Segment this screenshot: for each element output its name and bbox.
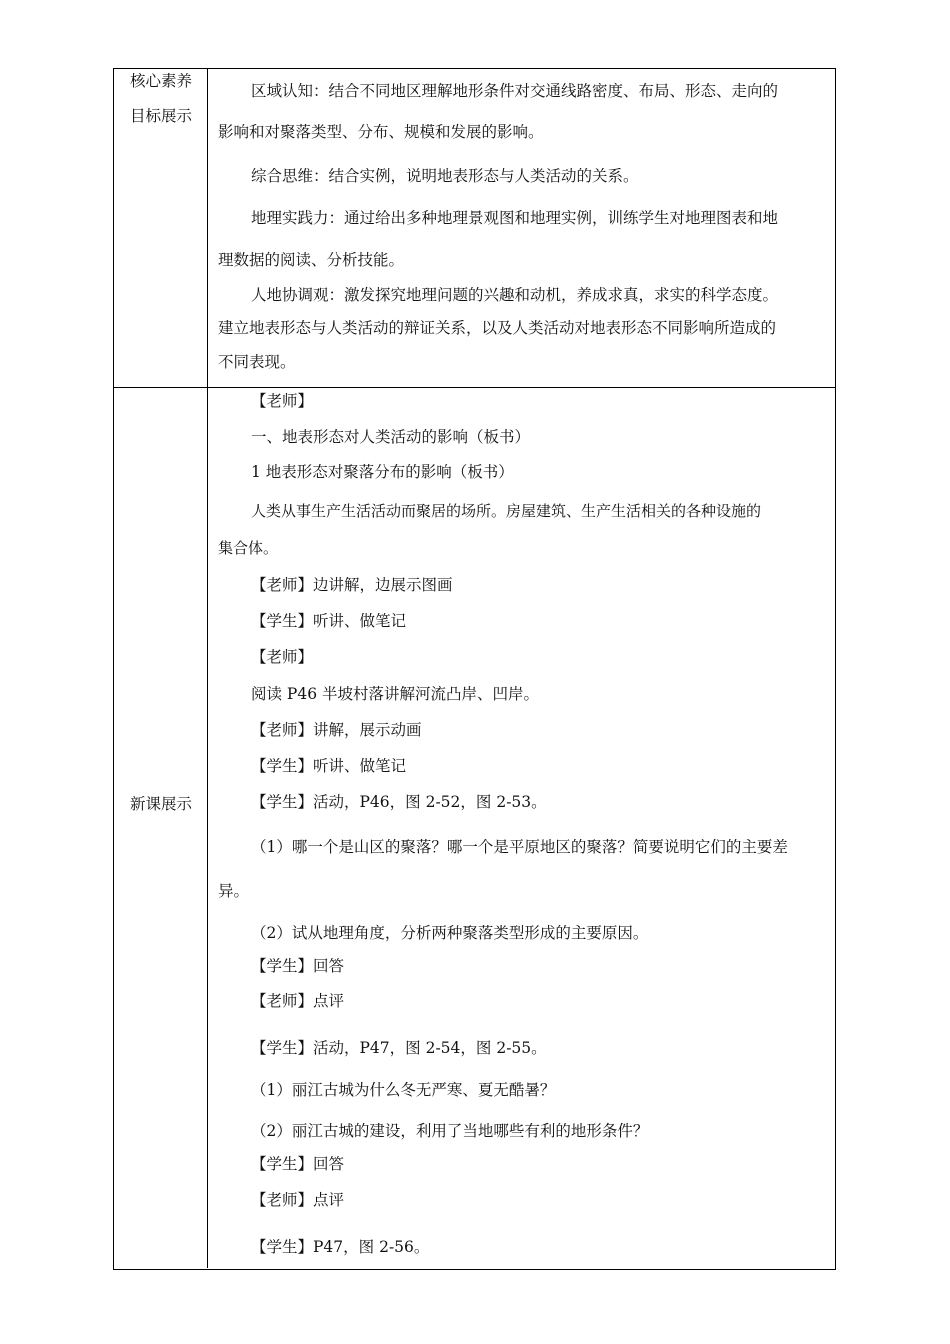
body-line: 【老师】点评: [251, 1191, 345, 1209]
body-line: 【学生】活动，P47，图 2-54，图 2-55。: [251, 1039, 547, 1057]
row-label-line-2: 目标展示: [129, 107, 192, 125]
body-line: 【学生】听讲、做笔记: [251, 757, 407, 775]
body-line: 【学生】回答: [251, 1155, 345, 1173]
body-line: （1）哪一个是山区的聚落？哪一个是平原地区的聚落？简要说明它们的主要差: [251, 838, 788, 856]
body-line: 异。: [218, 882, 250, 900]
body-line: 理数据的阅读、分析技能。: [218, 251, 405, 269]
body-line: 综合思维：结合实例，说明地表形态与人类活动的关系。: [251, 167, 639, 185]
row-label-line-1: 核心素养: [129, 72, 192, 90]
body-line: 建立地表形态与人类活动的辩证关系，以及人类活动对地表形态不同影响所造成的: [218, 319, 777, 337]
body-line: 区域认知：结合不同地区理解地形条件对交通线路密度、布局、形态、走向的: [251, 82, 779, 100]
body-line: 【老师】: [251, 648, 314, 666]
body-line: 影响和对聚落类型、分布、规模和发展的影响。: [218, 123, 544, 141]
body-line: 集合体。: [218, 539, 279, 557]
body-line: 人类从事生产生活活动而聚居的场所。房屋建筑、生产生活相关的各种设施的: [251, 502, 762, 520]
row-label-cell: [114, 388, 208, 1268]
body-line: 一、地表形态对人类活动的影响（板书）: [251, 428, 531, 446]
body-line: 人地协调观：激发探究地理问题的兴趣和动机，养成求真，求实的科学态度。: [251, 286, 779, 304]
body-line: 【学生】P47，图 2-56。: [251, 1238, 430, 1256]
body-line: （2）试从地理角度，分析两种聚落类型形成的主要原因。: [251, 924, 649, 942]
body-line: 地理实践力：通过给出多种地理景观图和地理实例，训练学生对地理图表和地: [251, 209, 779, 227]
lesson-plan-table: [113, 68, 836, 1270]
body-line: 【老师】讲解，展示动画: [251, 721, 422, 739]
core-literacy-row: [114, 69, 835, 388]
body-line: 阅读 P46 半坡村落讲解河流凸岸、凹岸。: [251, 685, 540, 703]
body-line: （2）丽江古城的建设，利用了当地哪些有利的地形条件？: [251, 1122, 649, 1140]
body-line: 【老师】边讲解，边展示图画: [251, 576, 453, 594]
body-line: 【学生】回答: [251, 957, 345, 975]
body-line: （1）丽江古城为什么冬无严寒、夏无酷暑？: [251, 1081, 556, 1099]
body-line: 【学生】听讲、做笔记: [251, 612, 407, 630]
new-lesson-row: [114, 388, 835, 1268]
row-label: 新课展示: [129, 795, 192, 813]
body-line: 【老师】: [251, 392, 314, 410]
row-label-cell: [114, 69, 208, 387]
body-line: 【老师】点评: [251, 992, 345, 1010]
body-line: 1 地表形态对聚落分布的影响（板书）: [251, 463, 514, 481]
body-line: 【学生】活动，P46，图 2-52，图 2-53。: [251, 793, 547, 811]
body-line: 不同表现。: [218, 353, 296, 371]
